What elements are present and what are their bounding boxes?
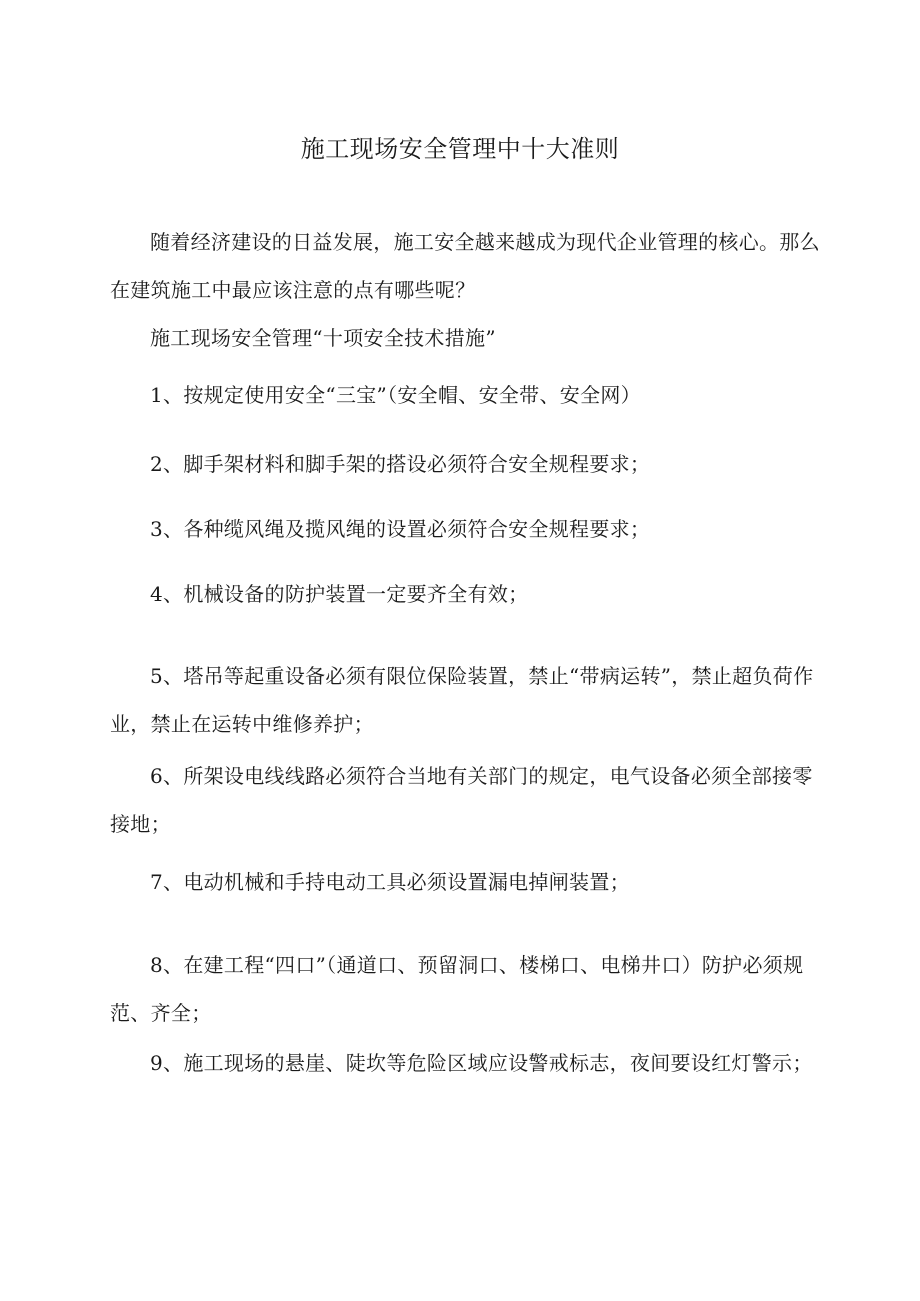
list-item-6: 6、所架设电线线路必须符合当地有关部门的规定，电气设备必须全部接零接地； xyxy=(110,764,813,836)
list-item-5: 5、塔吊等起重设备必须有限位保险装置，禁止“带病运转”，禁止超负荷作业，禁止在运转中维修养护； xyxy=(110,664,814,736)
list-item-7: 7、电动机械和手持电动工具必须设置漏电掉闸装置； xyxy=(150,870,630,894)
measures-heading: 施工现场安全管理“十项安全技术措施” xyxy=(150,326,496,350)
list-item-4: 4、机械设备的防护装置一定要齐全有效； xyxy=(150,582,529,606)
intro-paragraph: 随着经济建设的日益发展，施工安全越来越成为现代企业管理的核心。那么在建筑施工中最应该注意的点有哪些呢？ xyxy=(110,230,820,302)
list-item-2: 2、脚手架材料和脚手架的搭设必须符合安全规程要求； xyxy=(150,452,651,476)
list-item-8: 8、在建工程“四口”（通道口、预留洞口、楼梯口、电梯井口）防护必须规范、齐全； xyxy=(110,953,804,1025)
list-item-3: 3、各种缆风绳及揽风绳的设置必须符合安全规程要求； xyxy=(150,517,651,541)
document-title: 施工现场安全管理中十大准则 xyxy=(300,135,620,163)
list-item-1: 1、按规定使用安全“三宝”（安全帽、安全带、安全网） xyxy=(150,383,641,407)
list-item-9: 9、施工现场的悬崖、陡坎等危险区域应设警戒标志，夜间要设红灯警示； xyxy=(150,1051,813,1075)
